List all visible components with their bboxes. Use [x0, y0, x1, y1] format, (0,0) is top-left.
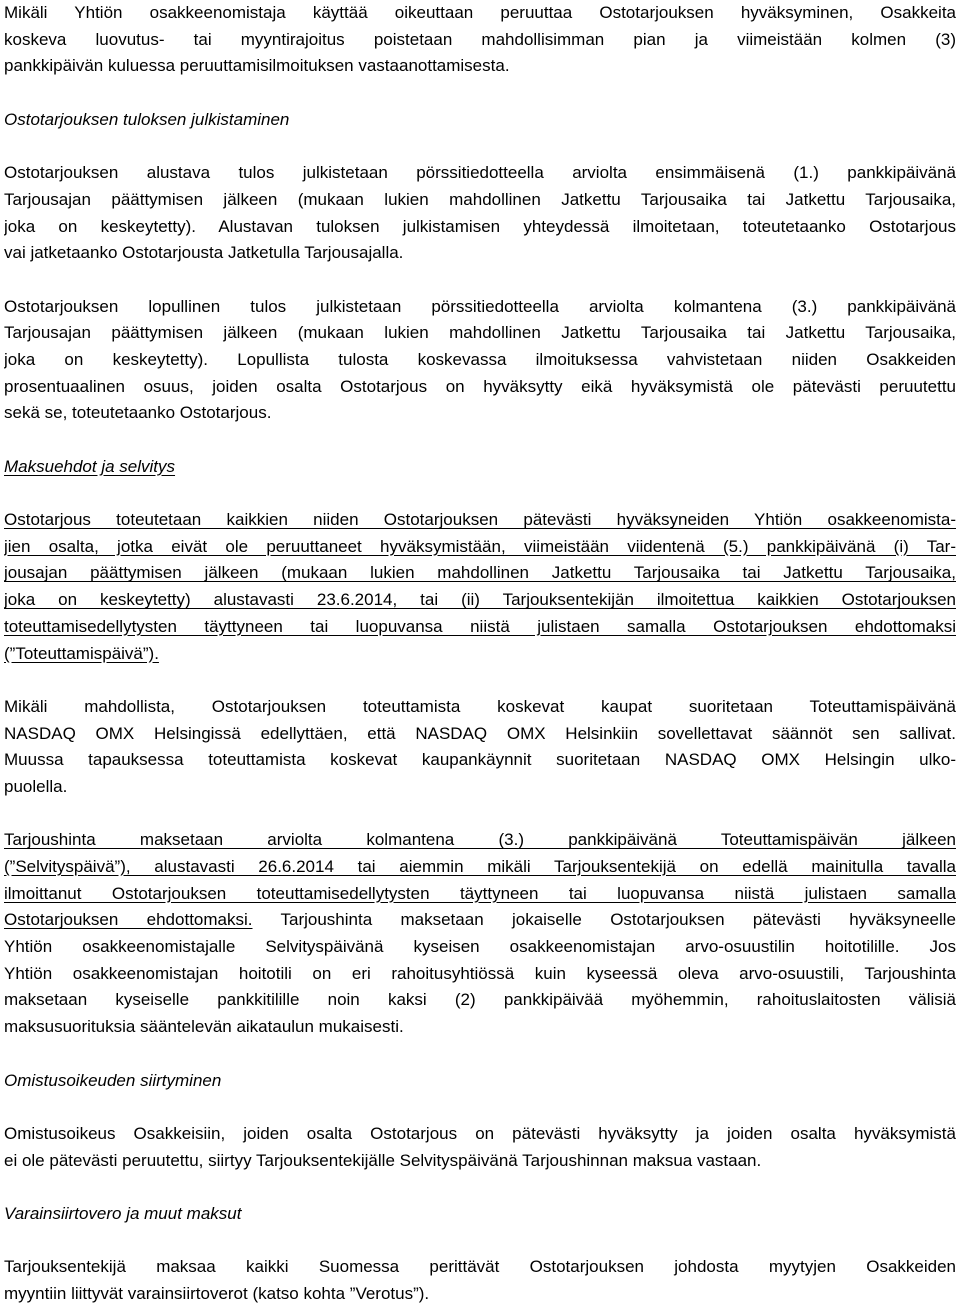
paragraph-spacer: [4, 801, 956, 828]
text-line: [4, 1254, 956, 1281]
text-line: [4, 614, 956, 641]
text-run: prosentuaalinen osuus, joiden osalta Ostotarjous on hyväksytty eikä hyväksymistä ole pätevästi peruutettu: [4, 376, 956, 396]
text-line: [4, 854, 956, 881]
paragraph-settlement: [4, 827, 956, 1041]
text-run: Yhtiön osakkeenomistajalle Selvityspäivänä kyseisen osakkeenomistajan arvo-osuustilin hoitotilille. Jos: [4, 937, 956, 957]
underlined-text-run: jien osalta, jotka eivät ole peruuttaneet hyväksymistään, viimeistään viidentenä (5.) pankkipäivänä (i) Tar-: [4, 536, 956, 556]
paragraph-spacer: [4, 667, 956, 694]
underlined-text-run: jousajan päättymisen jälkeen (mukaan lukien mahdollinen Jatkettu Tarjousaika tai Jatkettu Tarjousaika,: [4, 563, 956, 583]
text-run: ei ole pätevästi peruutettu, siirtyy Tarjouksentekijälle Selvityspäivänä Tarjoushinnan maksua vastaan.: [4, 1150, 762, 1170]
text-line: [4, 694, 956, 721]
text-line: [4, 747, 956, 774]
text-line: [4, 987, 956, 1014]
text-line: [4, 507, 956, 534]
text-run: maksetaan kyseiselle pankkitilille noin kaksi (2) pankkipäivää myöhemmin, rahoituslaitosten välisiä: [4, 990, 956, 1010]
section-heading-payment: Maksuehdot ja selvitys: [4, 456, 176, 476]
text-run: sekä se, toteutetaanko Ostotarjous.: [4, 403, 272, 423]
underlined-text-run: ilmoittanut Ostotarjouksen toteuttamisedellytysten täyttyneen tai luopuvansa niistä julistaen samalla: [4, 883, 956, 903]
document-page: [4, 0, 956, 1308]
text-line: [4, 214, 956, 241]
text-line: [4, 400, 956, 427]
paragraph-completion-date: [4, 507, 956, 667]
section-heading-ownership: Omistusoikeuden siirtyminen: [4, 1070, 222, 1090]
paragraph-final-result: [4, 294, 956, 427]
text-line: [4, 560, 956, 587]
text-line: [4, 294, 956, 321]
text-line: [4, 961, 956, 988]
text-line: [4, 160, 956, 187]
underlined-text-run: (”Toteuttamispäivä”).: [4, 643, 159, 663]
text-run: Tarjoushinta maksetaan jokaiselle Ostotarjouksen pätevästi hyväksyneelle: [252, 910, 956, 930]
paragraph-spacer: [4, 1174, 956, 1201]
text-line: [4, 934, 956, 961]
text-line: [4, 774, 956, 801]
paragraph-spacer: [4, 480, 956, 507]
section-heading-tax: Varainsiirtovero ja muut maksut: [4, 1203, 242, 1223]
underlined-text-run: Tarjoushinta maksetaan arviolta kolmantena (3.) pankkipäivänä Toteuttamispäivän jälkeen: [4, 830, 956, 850]
paragraph-preliminary-result: [4, 160, 956, 267]
text-run: Yhtiön osakkeenomistajan hoitotili on eri rahoitusyhtiössä kuin kyseessä oleva arvo-osuustili, Tarjoushinta: [4, 963, 956, 983]
paragraph-ownership-transfer: [4, 1121, 956, 1174]
paragraph-spacer: [4, 1094, 956, 1121]
paragraph-withdrawal-effect: [4, 0, 956, 80]
text-run: joka on keskeytetty). Lopullista tulosta koskevassa ilmoituksessa vahvistetaan niiden Osakkeiden: [4, 349, 956, 369]
text-run: puolella.: [4, 776, 68, 796]
paragraph-spacer: [4, 427, 956, 454]
text-line: [4, 187, 956, 214]
underlined-text-run: joka on keskeytetty) alustavasti 23.6.2014, tai (ii) Tarjouksentekijän ilmoitettua kaikkien Ostotarjouksen: [4, 590, 956, 610]
text-run: pankkipäivän kuluessa peruuttamisilmoituksen vastaanottamisesta.: [4, 56, 510, 76]
underlined-text-run: toteuttamisedellytysten täyttyneen tai luopuvansa niistä julistaen samalla Ostotarjouksen ehdottomaksi: [4, 616, 956, 636]
text-run: Mikäli Yhtiön osakkeenomistaja käyttää oikeuttaan peruuttaa Ostotarjouksen hyväksyminen, Osakkeita: [4, 3, 956, 22]
paragraph-spacer: [4, 1041, 956, 1068]
text-line: [4, 0, 956, 27]
text-line: [4, 53, 956, 80]
paragraph-transfer-tax: [4, 1254, 956, 1307]
section-heading-results: Ostotarjouksen tuloksen julkistaminen: [4, 109, 290, 129]
text-run: Tarjousajan päättymisen jälkeen (mukaan lukien mahdollinen Jatkettu Tarjousaika tai Jatkettu Tarjousaika,: [4, 323, 956, 343]
text-line: [4, 881, 956, 908]
text-line: [4, 240, 956, 267]
text-line: [4, 1014, 956, 1041]
text-run: Tarjouksentekijä maksaa kaikki Suomessa perittävät Ostotarjouksen johdosta myytyjen Osakkeiden: [4, 1257, 956, 1277]
paragraph-spacer: [4, 1228, 956, 1255]
text-run: Ostotarjouksen lopullinen tulos julkistetaan pörssitiedotteella arviolta kolmantena (3.) pankkipäivänä: [4, 296, 956, 316]
text-line: [4, 587, 956, 614]
text-run: maksusuorituksia sääntelevän aikataulun mukaisesti.: [4, 1017, 404, 1037]
text-line: [4, 347, 956, 374]
text-line: [4, 534, 956, 561]
text-line: [4, 641, 956, 668]
text-run: NASDAQ OMX Helsingissä edellyttäen, että NASDAQ OMX Helsinkiin sovellettavat säännöt sen sallivat.: [4, 723, 956, 743]
text-run: Mikäli mahdollista, Ostotarjouksen toteuttamista koskevat kaupat suoritetaan Toteuttamispäivänä: [4, 696, 956, 716]
paragraph-spacer: [4, 133, 956, 160]
text-line: [4, 374, 956, 401]
underlined-text-run: Ostotarjouksen ehdottomaksi.: [4, 910, 253, 930]
text-run: Omistusoikeus Osakkeisiin, joiden osalta Ostotarjous on pätevästi hyväksytty ja joiden osalta hyväksymistä: [4, 1123, 956, 1143]
text-line: [4, 27, 956, 54]
text-run: Muussa tapauksessa toteuttamista koskevat kaupankäynnit suoritetaan NASDAQ OMX Helsingin ulko-: [4, 750, 956, 770]
text-run: Tarjousajan päättymisen jälkeen (mukaan lukien mahdollinen Jatkettu Tarjousaika tai Jatkettu Tarjousaika,: [4, 189, 956, 209]
paragraph-spacer: [4, 80, 956, 107]
underlined-text-run: Ostotarjous toteutetaan kaikkien niiden Ostotarjouksen pätevästi hyväksyneiden Yhtiön osakkeenomista-: [4, 510, 956, 530]
text-line: [4, 827, 956, 854]
text-line: [4, 320, 956, 347]
underlined-text-run: (”Selvityspäivä”), alustavasti 26.6.2014 tai aiemmin mikäli Tarjouksentekijä on edellä mainitulla tavalla: [4, 857, 956, 876]
text-line: [4, 1121, 956, 1148]
text-run: vai jatketaanko Ostotarjousta Jatketulla Tarjousajalla.: [4, 243, 404, 263]
paragraph-spacer: [4, 267, 956, 294]
text-run: koskeva luovutus- tai myyntirajoitus poistetaan mahdollisimman pian ja viimeistään kolmen (3): [4, 29, 956, 49]
text-run: joka on keskeytetty). Alustavan tuloksen julkistamisen yhteydessä ilmoitetaan, toteutetaanko Ostotarjous: [4, 216, 956, 236]
text-line: [4, 1148, 956, 1175]
text-line: [4, 721, 956, 748]
text-run: Ostotarjouksen alustava tulos julkistetaan pörssitiedotteella arviolta ensimmäisenä (1.) pankkipäivänä: [4, 163, 956, 183]
text-line: [4, 1281, 956, 1308]
text-line: [4, 907, 956, 934]
text-run: myyntiin liittyvät varainsiirtoverot (katso kohta ”Verotus”).: [4, 1284, 430, 1303]
paragraph-trading-venue: [4, 694, 956, 801]
